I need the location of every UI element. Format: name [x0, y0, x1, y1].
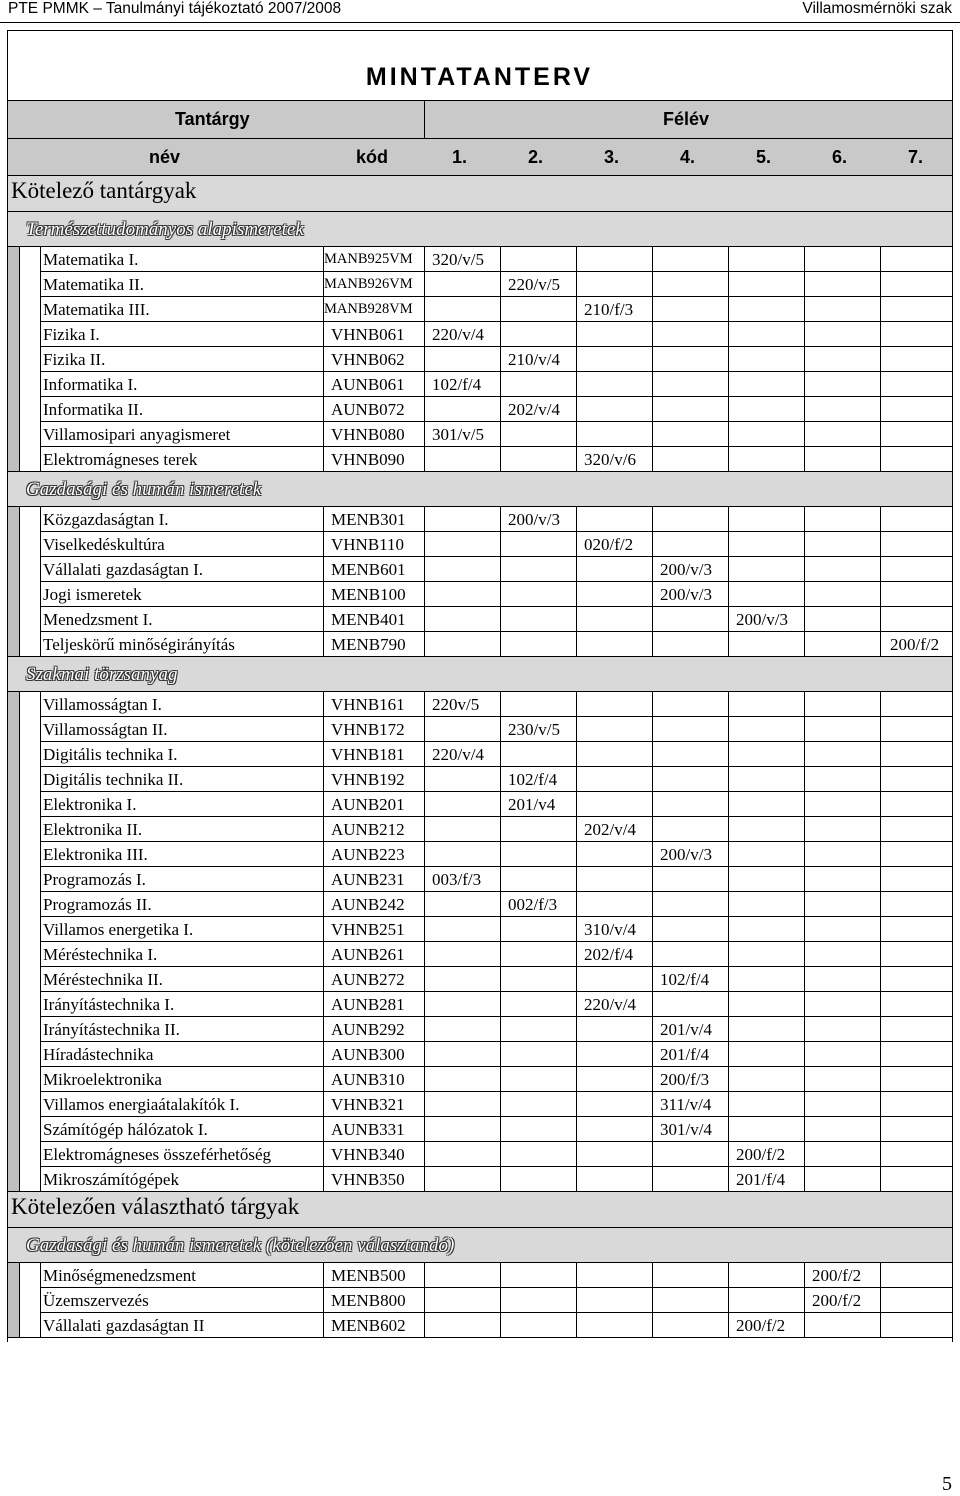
table-rule: [323, 691, 324, 1191]
table-rule: [40, 966, 952, 967]
semester-value: 200/f/2: [736, 1145, 786, 1164]
table-rule: [40, 1141, 952, 1142]
table-rule: [40, 1041, 952, 1042]
semester-value: 201/v/4: [660, 1020, 712, 1039]
table-rule: [40, 816, 952, 817]
semester-value: 320/v/5: [432, 250, 484, 269]
semester-value: 220/v/4: [432, 325, 484, 344]
table-rule: [424, 691, 425, 1191]
subject-name: Irányítástechnika I.: [43, 995, 175, 1014]
subject-code: MENB602: [331, 1316, 406, 1335]
subject-name: Villamosságtan II.: [43, 720, 168, 739]
table-rule: [40, 321, 952, 322]
table-rule: [7, 138, 952, 139]
subject-code: MENB790: [331, 635, 406, 654]
subject-code: AUNB261: [331, 945, 405, 964]
subject-name: Minőségmenedzsment: [43, 1266, 196, 1285]
subject-code: VHNB080: [331, 425, 405, 444]
table-rule: [40, 371, 952, 372]
table-rule: [40, 691, 41, 1191]
subject-code: VHNB062: [331, 350, 405, 369]
semester-value: 220/v/5: [508, 275, 560, 294]
semester-value: 003/f/3: [432, 870, 482, 889]
header-semester-5: 5.: [756, 147, 772, 167]
subject-name: Viselkedéskultúra: [43, 535, 165, 554]
table-rule: [804, 1262, 805, 1337]
subject-code: AUNB061: [331, 375, 405, 394]
subject-code: MANB928VM: [324, 301, 413, 317]
table-rule: [40, 1116, 952, 1117]
semester-value: 320/v/6: [584, 450, 636, 469]
subject-name: Irányítástechnika II.: [43, 1020, 180, 1039]
table-rule: [500, 246, 501, 471]
subject-name: Menedzsment I.: [43, 610, 153, 629]
semester-value: 200/v/3: [660, 845, 712, 864]
table-rule: [40, 506, 41, 656]
subject-name: Vállalati gazdaságtan II: [43, 1316, 205, 1335]
table-rule: [7, 471, 952, 472]
header-subject: Tantárgy: [175, 109, 250, 129]
table-rule: [40, 1166, 952, 1167]
table-rule: [40, 346, 952, 347]
subject-code: AUNB242: [331, 895, 405, 914]
subject-code: AUNB310: [331, 1070, 405, 1089]
subject-name: Digitális technika II.: [43, 770, 184, 789]
subject-name: Villamos energetika I.: [43, 920, 194, 939]
subject-code: VHNB172: [331, 720, 405, 739]
table-rule: [7, 656, 952, 657]
group-title: Gazdasági és humán ismeretek: [26, 479, 262, 500]
subject-name: Elektromágneses terek: [43, 450, 198, 469]
semester-value: 200/v/3: [736, 610, 788, 629]
subject-name: Jogi ismeretek: [43, 585, 142, 604]
subject-name: Számítógép hálózatok I.: [43, 1120, 208, 1139]
indent-strip: [8, 247, 19, 471]
table-rule: [40, 891, 952, 892]
subject-code: MANB925VM: [324, 251, 413, 267]
subject-code: MENB500: [331, 1266, 406, 1285]
table-title: MINTATANTERV: [365, 63, 594, 91]
subject-name: Fizika II.: [43, 350, 106, 369]
table-rule: [40, 446, 952, 447]
table-rule: [652, 246, 653, 471]
section-title: Kötelezően választható tárgyak: [11, 1194, 300, 1219]
header-code: kód: [356, 147, 389, 167]
table-rule: [500, 506, 501, 656]
table-rule: [7, 1337, 952, 1338]
subject-name: Matematika I.: [43, 250, 139, 269]
semester-value: 200/f/2: [812, 1291, 862, 1310]
table-rule: [576, 1262, 577, 1337]
subject-name: Villamos energiaátalakítók I.: [43, 1095, 240, 1114]
semester-value: 002/f/3: [508, 895, 558, 914]
table-rule: [40, 841, 952, 842]
table-rule: [424, 246, 425, 471]
subject-code: VHNB321: [331, 1095, 405, 1114]
table-rule: [323, 246, 324, 471]
subject-code: VHNB110: [331, 535, 405, 554]
header-right-text: Villamosmérnöki szak: [802, 0, 952, 17]
semester-value: 201/f/4: [660, 1045, 710, 1064]
subject-name: Elektronika I.: [43, 795, 137, 814]
semester-value: 202/f/4: [584, 945, 634, 964]
table-rule: [880, 246, 881, 471]
subject-code: VHNB181: [331, 745, 405, 764]
table-rule: [952, 30, 953, 1342]
subject-name: Üzemszervezés: [43, 1291, 149, 1310]
subject-name: Közgazdaságtan I.: [43, 510, 169, 529]
subject-code: VHNB192: [331, 770, 405, 789]
table-rule: [728, 246, 729, 471]
semester-value: 200/v/3: [508, 510, 560, 529]
subject-name: Matematika III.: [43, 300, 150, 319]
semester-value: 210/f/3: [584, 300, 634, 319]
semester-value: 310/v/4: [584, 920, 636, 939]
table-rule: [40, 296, 952, 297]
header-semester-4: 4.: [680, 147, 696, 167]
subject-code: AUNB231: [331, 870, 405, 889]
table-rule: [7, 506, 952, 507]
table-rule: [40, 1312, 952, 1313]
table-rule: [40, 1262, 41, 1337]
semester-value: 230/v/5: [508, 720, 560, 739]
semester-value: 020/f/2: [584, 535, 634, 554]
subject-name: Elektronika III.: [43, 845, 148, 864]
table-rule: [40, 556, 952, 557]
table-rule: [40, 396, 952, 397]
subject-name: Vállalati gazdaságtan I.: [43, 560, 204, 579]
table-rule: [7, 1191, 952, 1192]
table-rule: [7, 175, 952, 176]
table-rule: [424, 1262, 425, 1337]
subject-name: Elektromágneses összeférhetőség: [43, 1145, 271, 1164]
subject-name: Elektronika II.: [43, 820, 143, 839]
header-semester-1: 1.: [452, 147, 468, 167]
table-rule: [880, 506, 881, 656]
table-rule: [40, 606, 952, 607]
table-rule: [40, 941, 952, 942]
indent-strip: [8, 692, 19, 1191]
header-semester-2: 2.: [528, 147, 544, 167]
semester-value: 200/f/2: [812, 1266, 862, 1285]
table-rule: [40, 531, 952, 532]
semester-value: 200/v/3: [660, 585, 712, 604]
table-rule: [40, 1287, 952, 1288]
semester-value: 202/v/4: [584, 820, 636, 839]
table-rule: [576, 506, 577, 656]
table-rule: [7, 246, 952, 247]
subject-name: Digitális technika I.: [43, 745, 178, 764]
header-name: név: [149, 147, 181, 167]
indent-strip: [8, 1263, 19, 1337]
table-rule: [500, 1262, 501, 1337]
table-rule: [40, 246, 41, 471]
page-number: 5: [942, 1473, 952, 1495]
semester-value: 102/f/4: [432, 375, 482, 394]
table-rule: [804, 506, 805, 656]
subject-code: AUNB223: [331, 845, 405, 864]
table-rule: [652, 506, 653, 656]
table-rule: [323, 1262, 324, 1337]
table-rule: [652, 691, 653, 1191]
section-title: Kötelező tantárgyak: [11, 178, 197, 203]
semester-value: 200/f/3: [660, 1070, 710, 1089]
table-rule: [804, 691, 805, 1191]
table-rule: [804, 246, 805, 471]
semester-value: 102/f/4: [508, 770, 558, 789]
subject-code: AUNB272: [331, 970, 405, 989]
table-rule: [40, 631, 952, 632]
semester-value: 220v/5: [432, 695, 480, 714]
table-rule: [40, 991, 952, 992]
subject-name: Informatika II.: [43, 400, 144, 419]
table-rule: [40, 1066, 952, 1067]
table-rule: [576, 691, 577, 1191]
table-rule: [40, 1091, 952, 1092]
semester-value: 200/v/3: [660, 560, 712, 579]
subject-code: AUNB072: [331, 400, 405, 419]
semester-value: 220/v/4: [432, 745, 484, 764]
semester-value: 311/v/4: [660, 1095, 712, 1114]
subject-name: Villamosipari anyagismeret: [43, 425, 231, 444]
table-rule: [19, 506, 20, 656]
subject-code: AUNB300: [331, 1045, 405, 1064]
subject-code: VHNB161: [331, 695, 405, 714]
semester-value: 102/f/4: [660, 970, 710, 989]
subject-name: Méréstechnika II.: [43, 970, 163, 989]
subject-code: MENB401: [331, 610, 406, 629]
table-rule: [728, 1262, 729, 1337]
subject-code: VHNB350: [331, 1170, 405, 1189]
table-rule: [19, 691, 20, 1191]
subject-code: VHNB251: [331, 920, 405, 939]
semester-value: 201/f/4: [736, 1170, 786, 1189]
subject-code: VHNB090: [331, 450, 405, 469]
table-rule: [40, 716, 952, 717]
table-rule: [40, 766, 952, 767]
table-rule: [40, 791, 952, 792]
header-semester: Félév: [663, 109, 710, 129]
subject-name: Programozás I.: [43, 870, 146, 889]
header-semester-6: 6.: [832, 147, 848, 167]
group-title: Szakmai törzsanyag: [26, 664, 178, 685]
subject-name: Programozás II.: [43, 895, 152, 914]
table-rule: [7, 1262, 952, 1263]
subject-code: MENB100: [331, 585, 406, 604]
semester-value: 202/v/4: [508, 400, 560, 419]
subject-code: AUNB292: [331, 1020, 405, 1039]
semester-value: 301/v/4: [660, 1120, 712, 1139]
table-rule: [880, 1262, 881, 1337]
subject-name: Villamosságtan I.: [43, 695, 162, 714]
subject-code: VHNB061: [331, 325, 405, 344]
table-rule: [7, 211, 952, 212]
table-rule: [576, 246, 577, 471]
subject-name: Informatika I.: [43, 375, 138, 394]
table-rule: [19, 1262, 20, 1337]
indent-strip: [8, 507, 19, 656]
subject-code: AUNB212: [331, 820, 405, 839]
subject-name: Matematika II.: [43, 275, 145, 294]
header-semester-3: 3.: [604, 147, 620, 167]
semester-value: 201/v4: [508, 795, 556, 814]
subject-name: Mikroszámítógépek: [43, 1170, 179, 1189]
table-rule: [7, 691, 952, 692]
subject-name: Teljeskörű minőségirányítás: [43, 635, 235, 654]
table-rule: [40, 421, 952, 422]
group-title: Természettudományos alapismeretek: [26, 219, 304, 240]
semester-value: 210/v/4: [508, 350, 560, 369]
subject-code: MANB926VM: [324, 276, 413, 292]
table-rule: [40, 581, 952, 582]
subject-code: AUNB331: [331, 1120, 405, 1139]
table-rule: [40, 271, 952, 272]
table-rule: [40, 741, 952, 742]
subject-name: Méréstechnika I.: [43, 945, 158, 964]
semester-value: 220/v/4: [584, 995, 636, 1014]
table-rule: [323, 506, 324, 656]
subject-code: AUNB281: [331, 995, 405, 1014]
group-title: Gazdasági és humán ismeretek (kötelezően választandó): [26, 1235, 455, 1256]
table-rule: [7, 1227, 952, 1228]
table-rule: [424, 100, 425, 138]
subject-code: AUNB201: [331, 795, 405, 814]
table-rule: [880, 691, 881, 1191]
subject-code: MENB800: [331, 1291, 406, 1310]
table-rule: [40, 1016, 952, 1017]
subject-name: Mikroelektronika: [43, 1070, 162, 1089]
subject-code: VHNB340: [331, 1145, 405, 1164]
table-rule: [424, 506, 425, 656]
semester-value: 200/f/2: [890, 635, 940, 654]
table-rule: [728, 506, 729, 656]
table-rule: [19, 246, 20, 471]
table-rule: [7, 30, 952, 31]
header-left-text: PTE PMMK – Tanulmányi tájékoztató 2007/2008: [8, 0, 342, 17]
table-rule: [728, 691, 729, 1191]
subject-code: MENB301: [331, 510, 406, 529]
table-rule: [7, 100, 952, 101]
subject-code: MENB601: [331, 560, 406, 579]
subject-name: Híradástechnika: [43, 1045, 154, 1064]
table-rule: [652, 1262, 653, 1337]
semester-value: 200/f/2: [736, 1316, 786, 1335]
table-rule: [500, 691, 501, 1191]
table-rule: [40, 866, 952, 867]
table-rule: [40, 916, 952, 917]
semester-value: 301/v/5: [432, 425, 484, 444]
header-semester-7: 7.: [908, 147, 924, 167]
subject-name: Fizika I.: [43, 325, 100, 344]
